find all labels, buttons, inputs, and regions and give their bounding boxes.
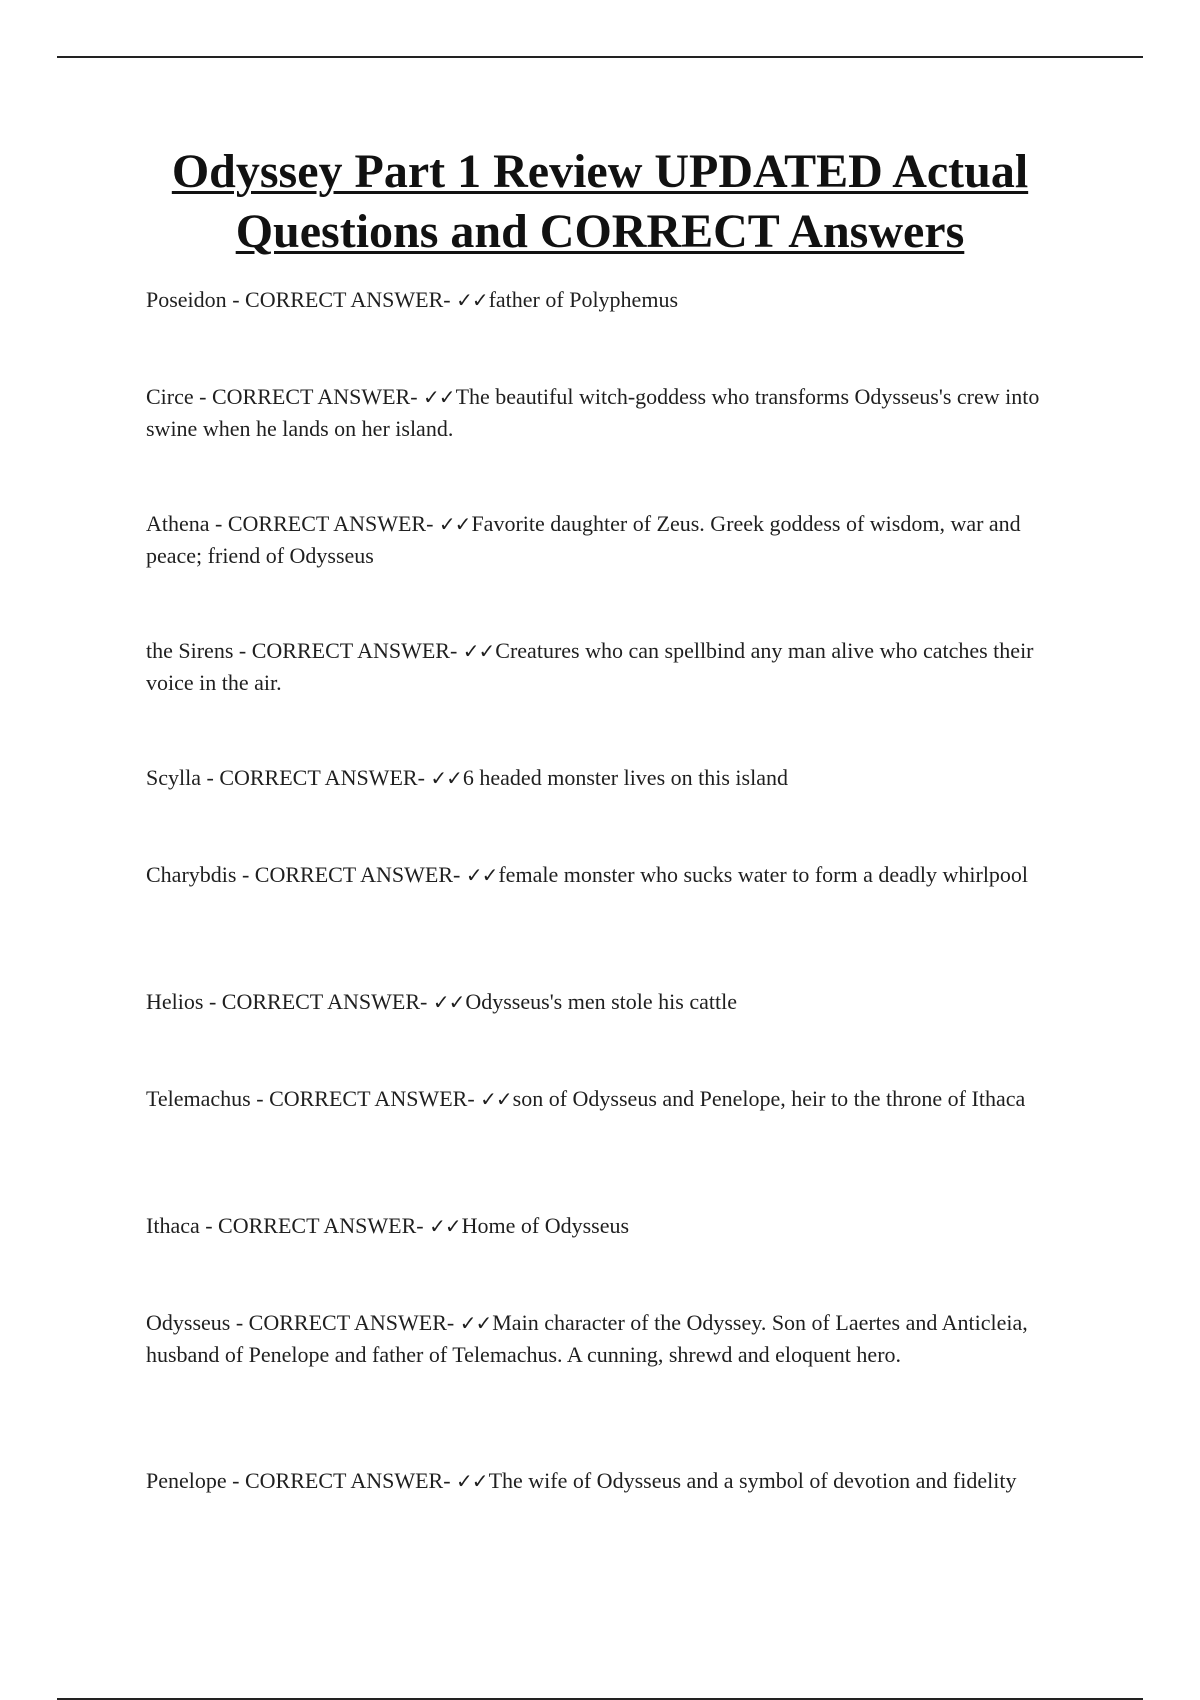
qa-entry-poseidon [146, 284, 1066, 316]
term: Poseidon [146, 287, 227, 312]
term: Ithaca [146, 1213, 200, 1238]
answer-text: Main character of the Odyssey. Son of Laertes and Anticleia, husband of Penelope and father of Telemachus. A cunning, shrewd and eloquent hero. [146, 1310, 1028, 1367]
qa-entry-odysseus [146, 1307, 1066, 1371]
term: Athena [146, 511, 210, 536]
double-check-icon: ✓✓ [432, 990, 465, 1014]
answer-text: Creatures who can spellbind any man alive who catches their voice in the air. [146, 638, 1034, 695]
double-check-icon: ✓✓ [462, 639, 495, 663]
answer-label: - CORRECT ANSWER- [236, 862, 466, 887]
answer-label: - CORRECT ANSWER- [199, 1213, 430, 1238]
answer-text: son of Odysseus and Penelope, heir to the throne of Ithaca [512, 1086, 1026, 1111]
qa-entry-helios [146, 986, 1066, 1018]
term: Circe [146, 384, 194, 409]
answer-text: The beautiful witch-goddess who transforms Odysseus's crew into swine when he lands on her island. [146, 384, 1040, 441]
term: Telemachus [146, 1086, 251, 1111]
qa-entry-charybdis [146, 859, 1066, 891]
top-rule [57, 56, 1143, 58]
term: the Sirens [146, 638, 234, 663]
answer-text: Favorite daughter of Zeus. Greek goddess of wisdom, war and peace; friend of Odysseus [146, 511, 1021, 568]
answer-label: - CORRECT ANSWER- [230, 1310, 460, 1335]
qa-entry-telemachus [146, 1083, 1066, 1115]
double-check-icon: ✓✓ [429, 1214, 461, 1238]
double-check-icon: ✓✓ [430, 766, 462, 790]
double-check-icon: ✓✓ [423, 385, 455, 409]
qa-entry-scylla [146, 762, 1066, 794]
answer-text: Home of Odysseus [461, 1213, 630, 1238]
term: Helios [146, 989, 204, 1014]
term: Scylla [146, 765, 201, 790]
double-check-icon: ✓✓ [456, 288, 488, 312]
answer-label: - CORRECT ANSWER- [201, 765, 431, 790]
term: Odysseus [146, 1310, 231, 1335]
answer-text: father of Polyphemus [488, 287, 678, 312]
qa-entry-sirens [146, 635, 1066, 699]
answer-label: - CORRECT ANSWER- [250, 1086, 481, 1111]
qa-entry-ithaca [146, 1210, 1066, 1242]
qa-entry-circe [146, 381, 1066, 445]
qa-entry-athena [146, 508, 1066, 572]
answer-label: - CORRECT ANSWER- [226, 287, 457, 312]
answer-text: 6 headed monster lives on this island [462, 765, 788, 790]
answer-label: - CORRECT ANSWER- [226, 1468, 457, 1493]
answer-text: Odysseus's men stole his cattle [465, 989, 737, 1014]
double-check-icon: ✓✓ [459, 1311, 492, 1335]
answer-label: - CORRECT ANSWER- [193, 384, 424, 409]
answer-label: - CORRECT ANSWER- [233, 638, 463, 663]
term: Penelope [146, 1468, 227, 1493]
double-check-icon: ✓✓ [438, 512, 471, 536]
document-title: Odyssey Part 1 Review UPDATED Actual Questions and CORRECT Answers [171, 145, 1029, 258]
double-check-icon: ✓✓ [465, 863, 498, 887]
answer-label: - CORRECT ANSWER- [203, 989, 433, 1014]
answer-text: female monster who sucks water to form a deadly whirlpool [498, 862, 1029, 887]
term: Charybdis [146, 862, 237, 887]
answer-label: - CORRECT ANSWER- [209, 511, 439, 536]
qa-entry-penelope [146, 1465, 1066, 1497]
double-check-icon: ✓✓ [456, 1469, 488, 1493]
answer-text: The wife of Odysseus and a symbol of devotion and fidelity [488, 1468, 1017, 1493]
double-check-icon: ✓✓ [480, 1087, 512, 1111]
